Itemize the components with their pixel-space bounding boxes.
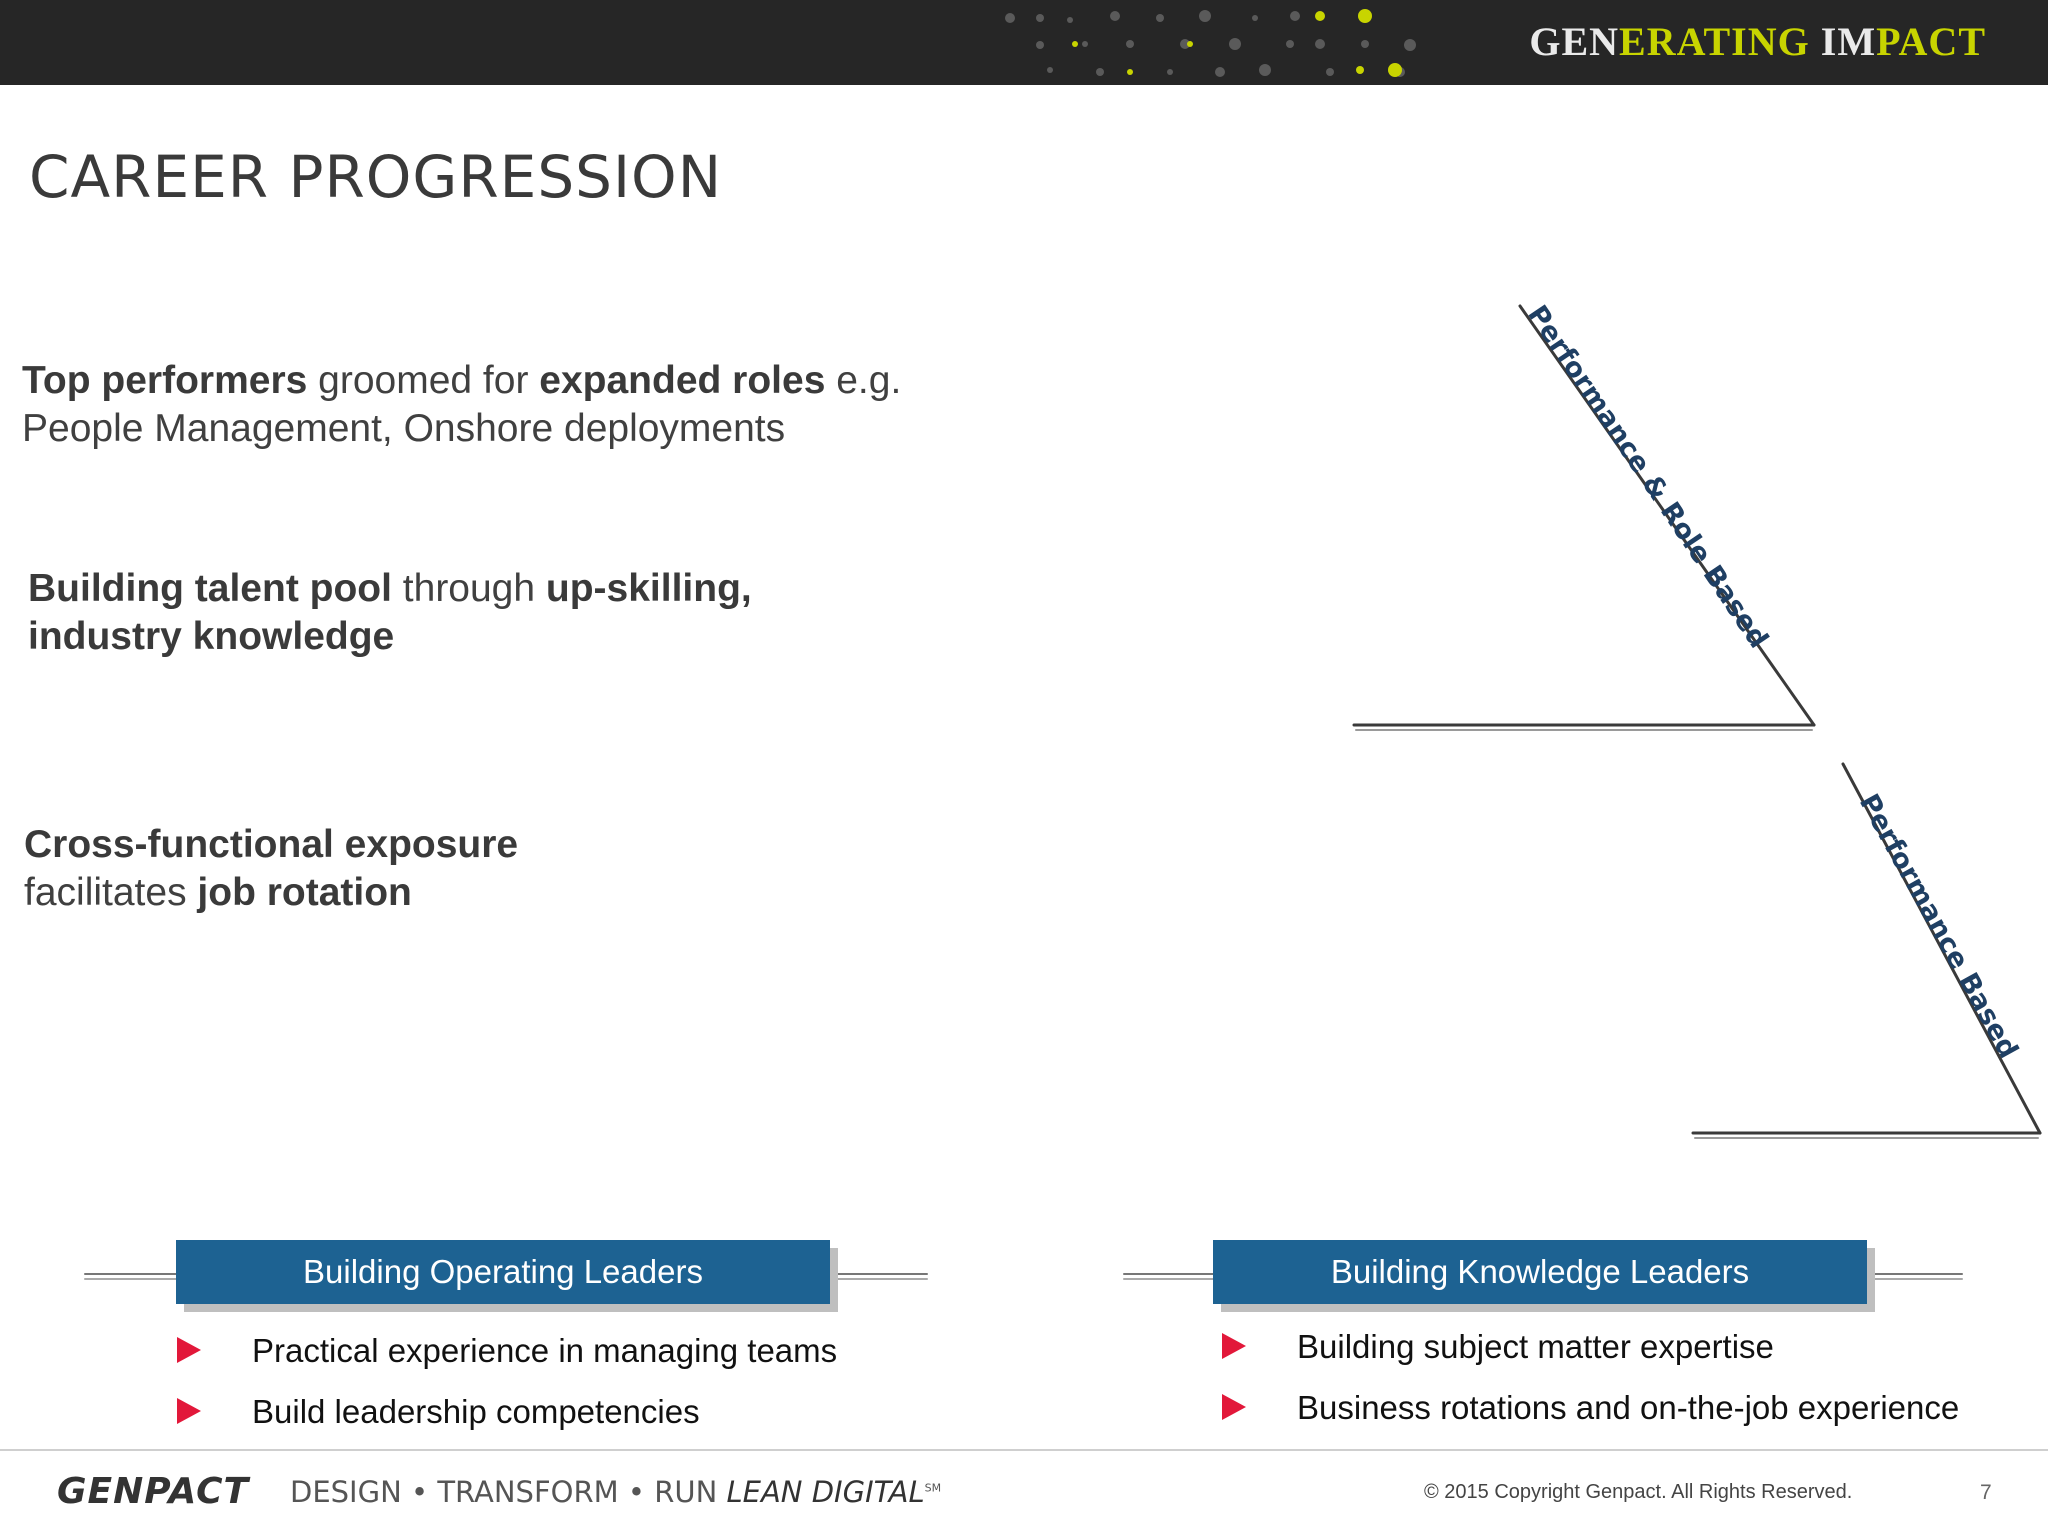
tagline-design: DESIGN <box>290 1475 402 1509</box>
statement-1-text-1: groomed for <box>307 359 540 402</box>
genpact-logo: GENPACT <box>57 1471 250 1512</box>
statement-2-text-1: through <box>391 567 546 610</box>
footer-divider <box>0 1449 2048 1451</box>
tagline-lean-digital: LEAN DIGITAL <box>726 1475 925 1509</box>
footer-tagline: DESIGN • TRANSFORM • RUN LEAN DIGITAL℠ <box>290 1475 942 1509</box>
brand-part-2: ERATING <box>1619 19 1810 64</box>
bullet-knowledge-2: Business rotations and on-the-job experience <box>1297 1389 1960 1426</box>
statement-2-line-2: industry knowledge <box>28 615 395 658</box>
statement-1-line-2: People Management, Onshore deployments <box>22 407 786 450</box>
bullet-arrow-icon <box>177 1337 201 1363</box>
bullet-arrow-icon <box>1222 1394 1246 1420</box>
bullet-operating-1: Practical experience in managing teams <box>252 1332 838 1369</box>
tagline-service-mark: SM <box>924 1481 942 1495</box>
tagline-transform: TRANSFORM <box>437 1475 619 1509</box>
page-title: CAREER PROGRESSION <box>29 142 723 211</box>
bullet-arrow-icon <box>177 1398 201 1424</box>
statement-1-text-2: e.g. <box>825 359 902 402</box>
brand-part-3: IM <box>1809 19 1877 64</box>
bullet-operating-2: Build leadership competencies <box>252 1393 700 1430</box>
page-number: 7 <box>1980 1481 1992 1504</box>
pillar-knowledge-leaders: Building Knowledge Leaders <box>1213 1240 1867 1304</box>
brand-part-4: PACT <box>1876 19 1986 64</box>
statement-2-bold-1: Building talent pool <box>28 567 392 610</box>
statement-1-bold-2: expanded roles <box>539 359 826 402</box>
tagline-run: RUN <box>654 1475 718 1509</box>
statement-3-line-2-bold: job rotation <box>197 871 412 914</box>
brand-part-1: GEN <box>1529 19 1620 64</box>
stair-label-performance: Performance Based <box>1852 789 2024 1064</box>
stair-label-performance-role: Performance & Role Based <box>1521 300 1775 655</box>
copyright-notice: © 2015 Copyright Genpact. All Rights Reserved. <box>1424 1481 1853 1503</box>
statement-2-bold-2: up-skilling, <box>545 567 752 610</box>
pillar-operating-leaders: Building Operating Leaders <box>176 1240 830 1304</box>
bullet-arrow-icon <box>1222 1333 1246 1359</box>
statement-3-line-2-text: facilitates <box>24 871 198 914</box>
bullet-knowledge-1: Building subject matter expertise <box>1297 1328 1774 1365</box>
statement-3-bold-1: Cross-functional exposure <box>24 823 519 866</box>
statement-1-bold-1: Top performers <box>22 359 308 402</box>
